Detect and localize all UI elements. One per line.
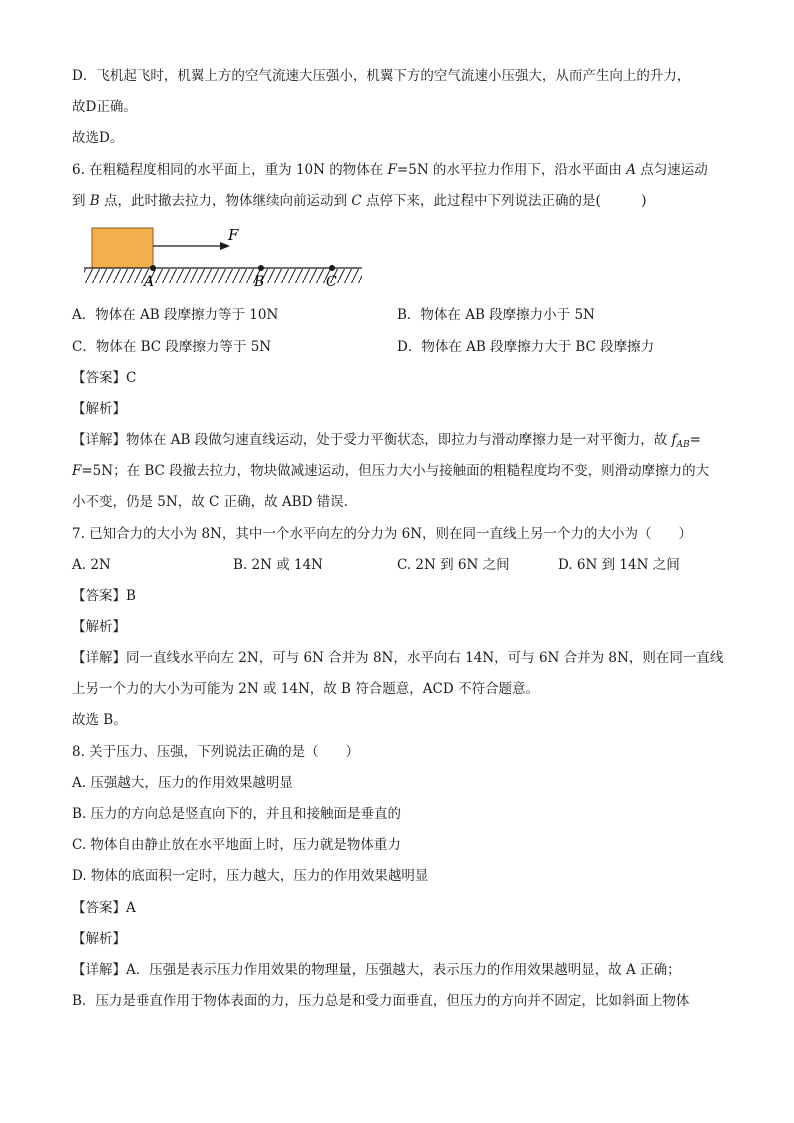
q6-force-label: F (228, 226, 239, 244)
q8-detail-line2: B．压力是垂直作用于物体表面的力，压力总是和受力面垂直，但压力的方向并不固定，比如斜面上物体 (72, 993, 690, 1009)
q6-option-b: B．物体在 AB 段摩擦力小于 5N (397, 307, 595, 323)
q6-stem-point-c: C (351, 193, 362, 209)
q8-detail-line1: 【详解】A．压强是表示压力作用效果的物理量，压强越大，表示压力的作用效果越明显，故 A 正确； (72, 962, 681, 978)
q6-detail-line1 (72, 430, 701, 455)
q6-detail-text: = (689, 432, 701, 448)
q6-stem-text: 点停下来，此过程中下列说法正确的是( ) (361, 193, 647, 209)
q6-detail-friction-symbol: f (671, 432, 677, 448)
q6-analysis-heading: 【解析】 (72, 401, 126, 417)
q6-stem-force-symbol: F (387, 162, 397, 178)
q8-stem: 8. 关于压力、压强，下列说法正确的是（ ） (72, 744, 360, 760)
q5-option-d-line2: 故D正确。 (72, 99, 137, 115)
q6-detail-friction-subscript: AB (676, 440, 690, 450)
q6-answer: 【答案】C (72, 370, 137, 386)
q6-stem-point-b: B (89, 193, 100, 209)
q7-option-a: A. 2N (72, 557, 111, 573)
q7-answer: 【答案】B (72, 588, 136, 604)
q6-option-d: D．物体在 AB 段摩擦力大于 BC 段摩擦力 (397, 339, 655, 355)
q6-block (92, 228, 153, 268)
q8-option-d: D. 物体的底面积一定时，压力越大，压力的作用效果越明显 (72, 868, 429, 884)
q6-detail-line2 (72, 461, 709, 481)
q8-option-b: B. 压力的方向总是竖直向下的，并且和接触面是垂直的 (72, 806, 402, 822)
q6-point-a-label: A (144, 274, 155, 290)
q6-stem-text: 6. 在粗糙程度相同的水平面上，重为 10N 的物体在 (72, 162, 388, 178)
q6-point-a-dot (150, 265, 156, 271)
q7-option-c: C. 2N 到 6N 之间 (397, 557, 510, 573)
q7-detail-line2: 上另一个力的大小为可能为 2N 或 14N，故 B 符合题意，ACD 不符合题意。 (72, 681, 539, 697)
q6-stem-text: 点匀速运动 (635, 162, 708, 178)
q7-option-d: D. 6N 到 14N 之间 (558, 557, 680, 573)
q7-stem: 7. 已知合力的大小为 8N，其中一个水平向左的分力为 6N，则在同一直线上另一个力的大小为（ ） (72, 526, 693, 542)
q8-option-c: C. 物体自由静止放在水平地面上时，压力就是物体重力 (72, 837, 401, 853)
q6-point-c-dot (329, 265, 335, 271)
q7-detail-line1: 【详解】同一直线水平向左 2N，可与 6N 合并为 8N，水平向右 14N，可与 6N 合并为 8N，则在同一直线 (72, 650, 724, 666)
q8-option-a: A. 压强越大，压力的作用效果越明显 (72, 775, 293, 791)
q8-answer: 【答案】A (72, 900, 136, 916)
q6-stem-text: =5N 的水平拉力作用下，沿水平面由 (396, 162, 627, 178)
q7-option-b: B. 2N 或 14N (233, 557, 323, 573)
q6-ground-hatch (84, 269, 362, 283)
q8-analysis-heading: 【解析】 (72, 931, 126, 947)
q6-detail-force-symbol: F (72, 463, 82, 479)
q6-stem-line2 (72, 191, 646, 211)
q6-stem-text: 点，此时撤去拉力，物体继续向前运动到 (99, 193, 352, 209)
q5-select: 故选D。 (72, 130, 124, 146)
q6-figure (80, 224, 370, 294)
q6-point-b-dot (258, 265, 264, 271)
q6-option-a: A．物体在 AB 段摩擦力等于 10N (72, 307, 279, 323)
q6-stem-text: 到 (72, 193, 90, 209)
q6-point-c-label: C (326, 274, 337, 290)
q6-detail-text: 【详解】物体在 AB 段做匀速直线运动，处于受力平衡状态，即拉力与滑动摩擦力是一对平衡力，故 (72, 432, 672, 448)
q6-stem-point-a: A (626, 162, 636, 178)
q6-detail-line3: 小不变，仍是 5N，故 C 正确，故 ABD 错误. (72, 494, 348, 510)
q7-select: 故选 B。 (72, 712, 127, 728)
q6-point-b-label: B (254, 274, 265, 290)
q6-detail-text: =5N；在 BC 段撤去拉力，物块做减速运动，但压力大小与接触面的粗糙程度均不变，则滑动摩擦力的大 (81, 463, 710, 479)
q7-analysis-heading: 【解析】 (72, 619, 126, 635)
q6-stem-line1 (72, 160, 708, 180)
q5-option-d-line1: D．飞机起飞时，机翼上方的空气流速大压强小，机翼下方的空气流速小压强大，从而产生向上的升力， (72, 68, 691, 84)
q6-option-c: C．物体在 BC 段摩擦力等于 5N (72, 339, 272, 355)
